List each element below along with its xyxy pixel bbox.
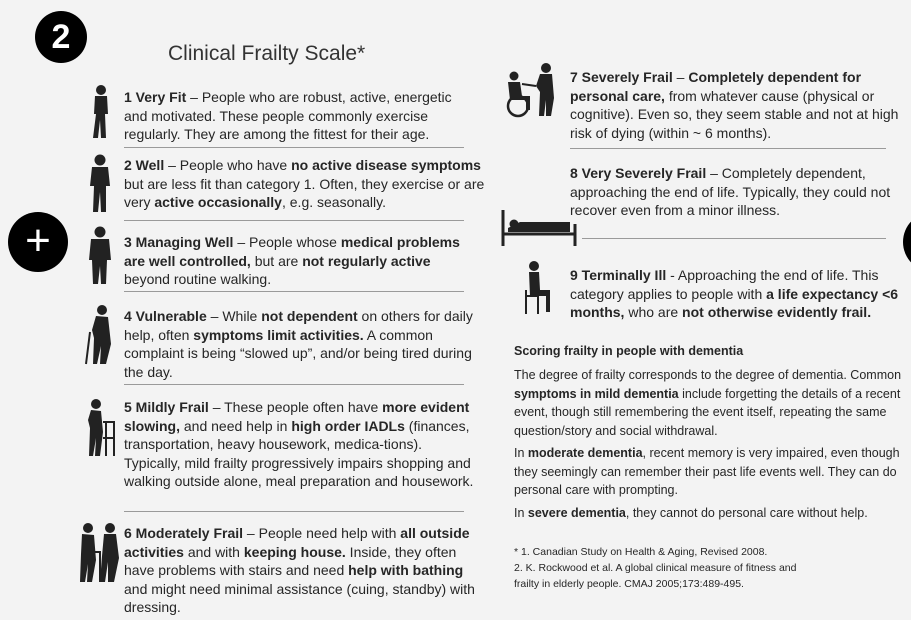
reference-line: 2. K. Rockwood et al. A global clinical measure of fitness and (514, 562, 797, 574)
frailty-item-5: 5 Mildly Frail – These people often have more evident slowing, and need help in high order IADLs (finances, transportation, heavy housework, medica-tions). Typically, mild frailty progressively impairs shopping and walking outside alone, meal preparation and housework. (124, 399, 474, 489)
bed-figure-icon (500, 206, 578, 248)
assisted-walking-figure-icon (78, 522, 122, 584)
frailty-item-4: 4 Vulnerable – While not dependent on others for daily help, often symptoms limit activities. A common complaint is being “slowed up”, and/or being tired during the day. (124, 308, 473, 380)
fit-person-figure-icon (88, 84, 114, 140)
page-number-badge: 2 (35, 11, 87, 63)
divider (124, 147, 464, 148)
managing-well-figure-icon (86, 226, 114, 286)
walker-figure-icon (86, 398, 116, 458)
frailty-item-6: 6 Moderately Frail – People need help with all outside activities and with keeping house. Inside, they often have problems with stairs and need help with bathing and might need minimal assistance (cuing, standby) with dressing. (124, 525, 475, 615)
frailty-item-8: 8 Very Severely Frail – Completely dependent, approaching the end of life. Typically, they could not recover even from a minor illness. (570, 165, 891, 218)
next-button[interactable] (903, 212, 911, 272)
divider (124, 220, 464, 221)
well-person-figure-icon (86, 154, 114, 214)
divider (582, 238, 886, 239)
frailty-item-1: 1 Very Fit – People who are robust, active, energetic and motivated. These people commonly exercise regularly. They are among the fittest for their age. (124, 89, 452, 142)
dementia-heading: Scoring frailty in people with dementia (514, 344, 744, 358)
dementia-paragraph-moderate: In moderate dementia, recent memory is very impaired, even though they seemingly can remember their past life events well. They can do personal care with prompting. (514, 446, 900, 497)
frailty-item-9: 9 Terminally Ill - Approaching the end of life. This category applies to people with a life expectancy <6 months, who are not otherwise evidently frail. (570, 267, 899, 320)
divider (124, 291, 464, 292)
divider (570, 148, 886, 149)
page-title: Clinical Frailty Scale* (168, 42, 366, 65)
reference-line: frailty in elderly people. CMAJ 2005;173:489-495. (514, 578, 744, 590)
reference-line: * 1. Canadian Study on Health & Aging, Revised 2008. (514, 546, 768, 558)
divider (124, 511, 464, 512)
dementia-paragraph-mild: The degree of frailty corresponds to the degree of dementia. Common symptoms in mild dementia include forgetting the details of a recent event, though still remembering the event itself, repeating the same question/story and social withdrawal. (514, 368, 902, 438)
seated-person-figure-icon (520, 260, 554, 316)
frailty-item-7: 7 Severely Frail – Completely dependent for personal care, from whatever cause (physical or cognitive). Even so, they seem stable and not at high risk of dying (within ~ 6 months). (570, 69, 899, 141)
frailty-item-2: 2 Well – People who have no active disease symptoms but are less fit than category 1. Often, they exercise or are very active occasionally, e.g. seasonally. (124, 157, 485, 210)
dementia-paragraph-severe: In severe dementia, they cannot do personal care without help. (514, 506, 868, 520)
wheelchair-figure-icon (498, 62, 562, 118)
vulnerable-cane-figure-icon (84, 304, 116, 366)
frailty-item-3: 3 Managing Well – People whose medical problems are well controlled, but are not regularly active beyond routine walking. (124, 234, 460, 287)
divider (124, 384, 464, 385)
add-button[interactable]: + (8, 212, 68, 272)
